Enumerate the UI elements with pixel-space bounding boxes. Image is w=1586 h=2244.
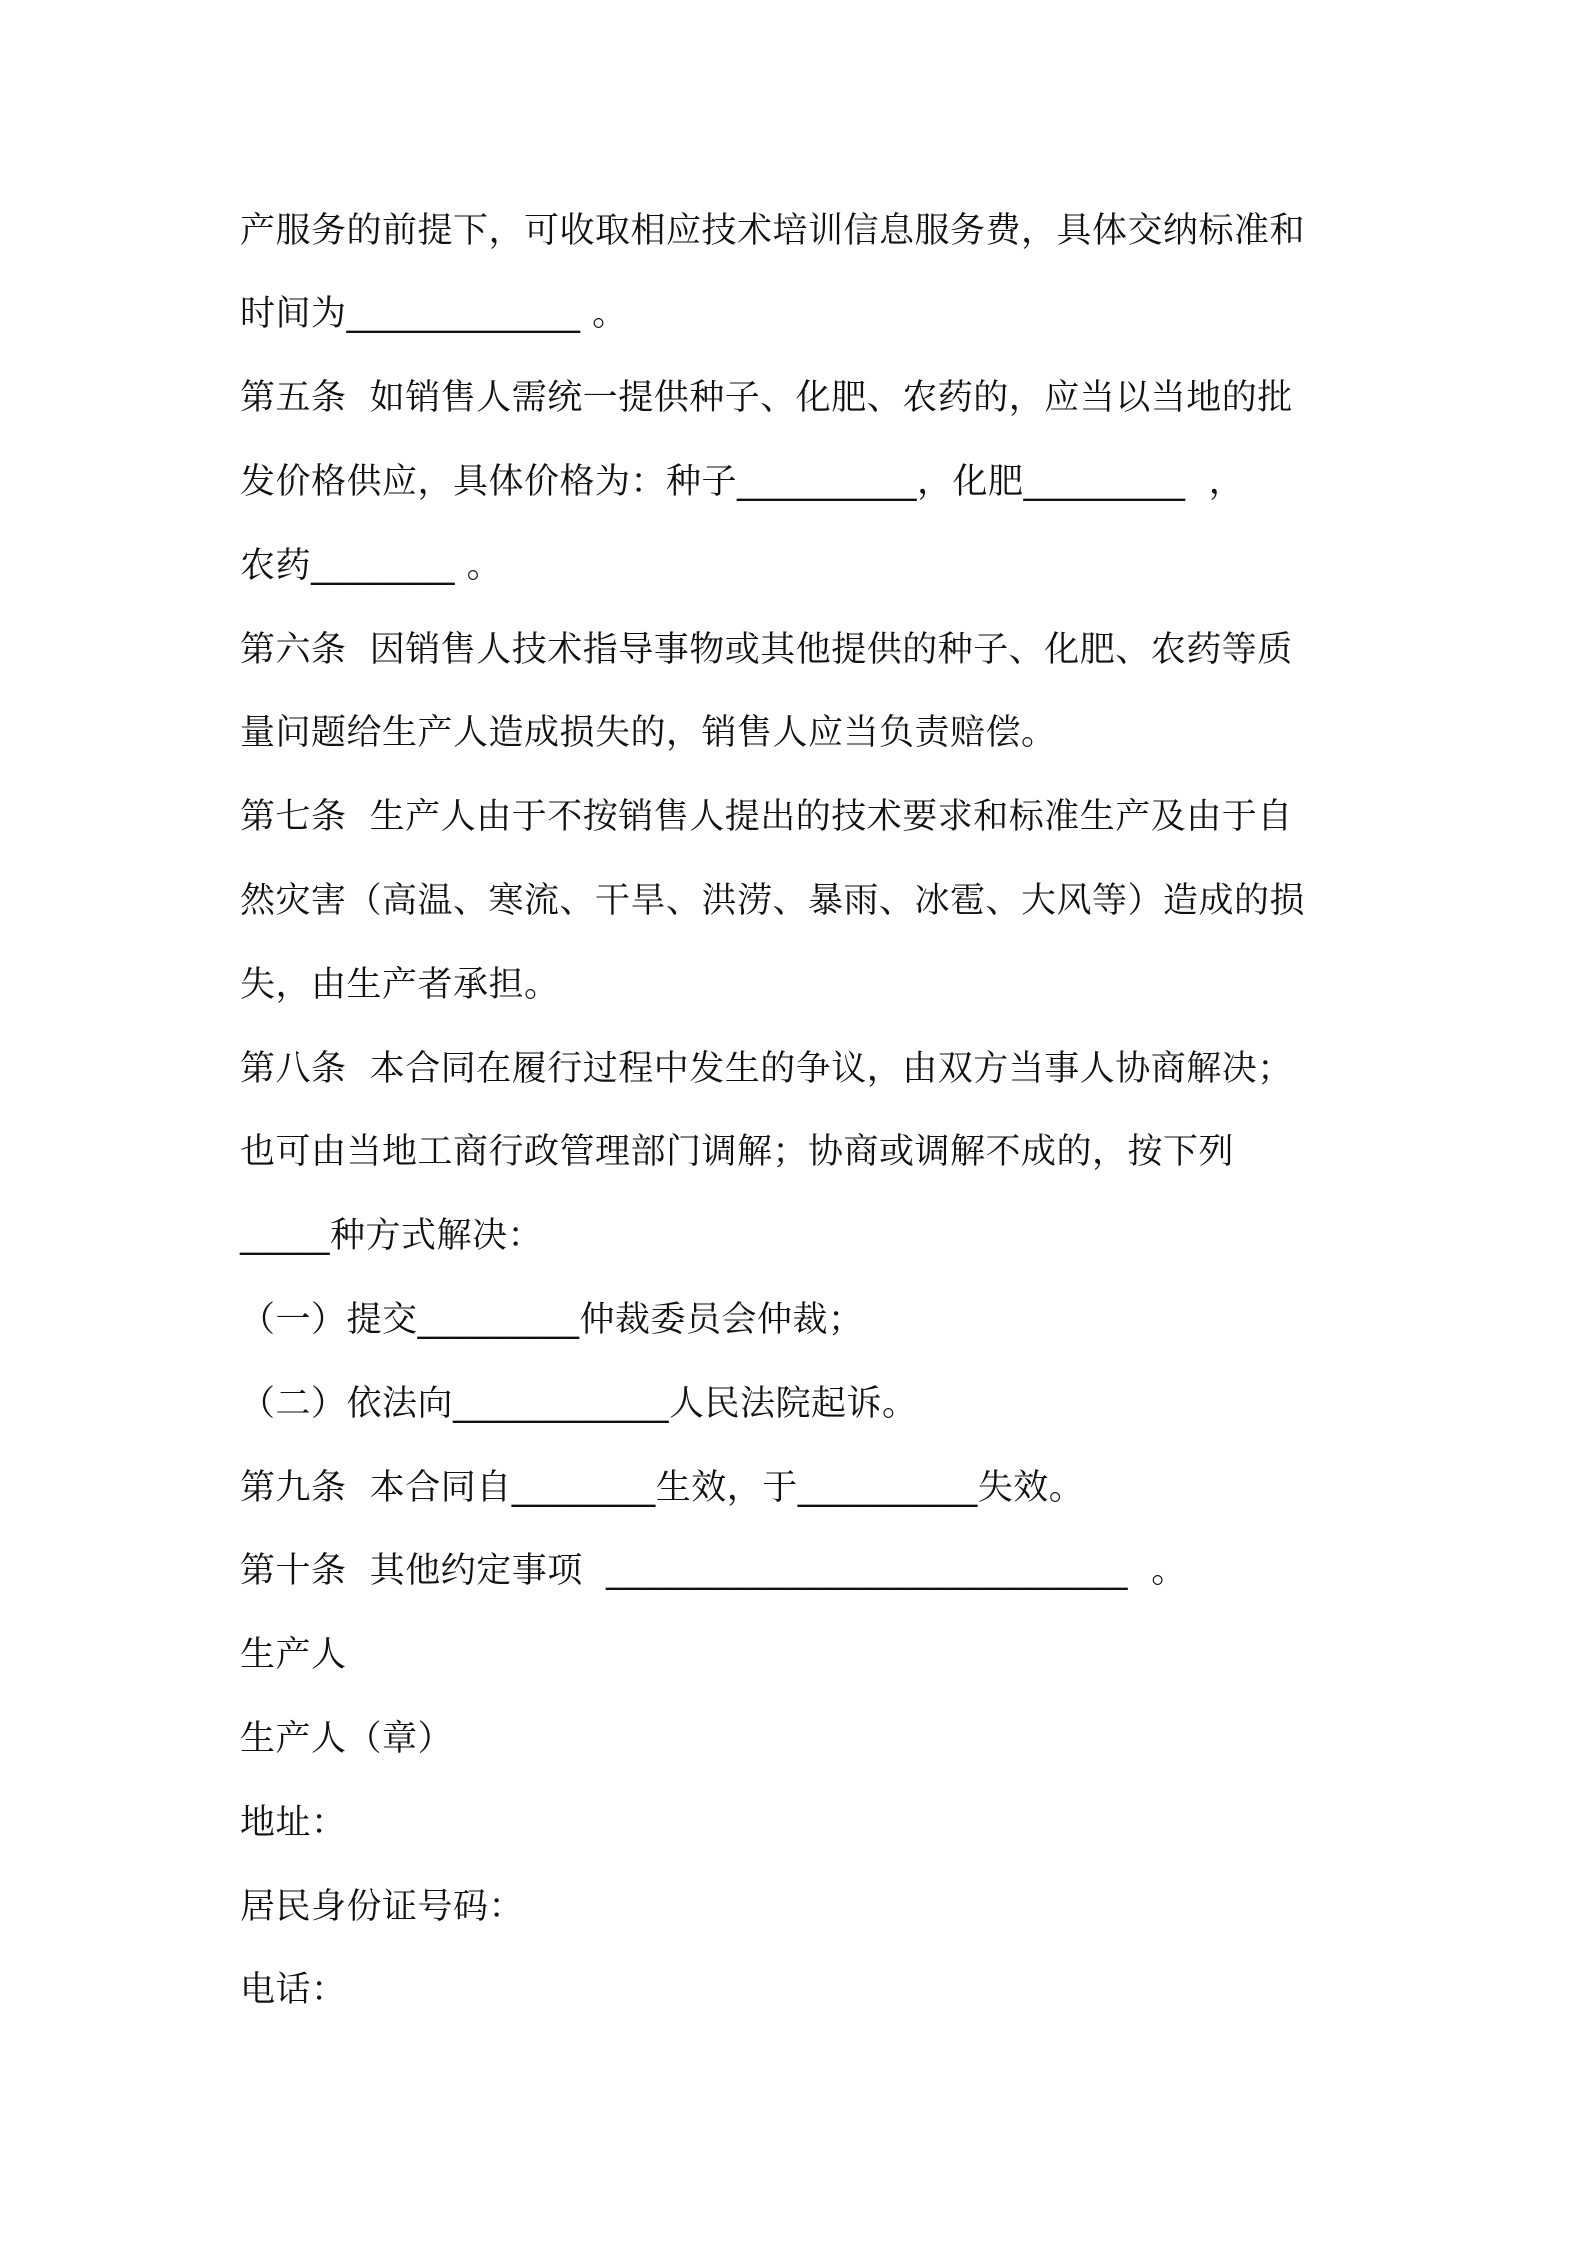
signature-seal-label: 生产人（章）: [240, 1719, 454, 1759]
signature-phone-label: 电话：: [240, 1970, 347, 2010]
signature-address-label: 地址：: [240, 1803, 347, 1843]
dispute-option-1: （一）提交_________仲裁委员会仲裁；: [240, 1300, 864, 1340]
article-10-heading-line: 第十条 其他约定事项 _____________________________ 。: [240, 1551, 1187, 1591]
article-9-heading-line: 第九条 本合同自________生效，于__________失效。: [240, 1468, 1085, 1508]
paragraph-line: 时间为_____________ 。: [240, 294, 628, 334]
paragraph-line: 失，由生产者承担。: [240, 965, 560, 1005]
article-7-heading-line: 第七条 生产人由于不按销售人提出的技术要求和标准生产及由于自: [240, 797, 1293, 837]
paragraph-line: _____种方式解决：: [240, 1216, 544, 1256]
dispute-option-2: （二）依法向____________人民法院起诉。: [240, 1384, 918, 1424]
paragraph-line: 发价格供应，具体价格为：种子__________，化肥_________ ，: [240, 462, 1245, 502]
paragraph-line: 然灾害（高温、寒流、干旱、洪涝、暴雨、冰雹、大风等）造成的损: [240, 881, 1306, 921]
article-8-heading-line: 第八条 本合同在履行过程中发生的争议，由双方当事人协商解决；: [240, 1049, 1293, 1089]
signature-id-number-label: 居民身份证号码：: [240, 1887, 525, 1927]
article-6-heading-line: 第六条 因销售人技术指导事物或其他提供的种子、化肥、农药等质: [240, 630, 1293, 670]
signature-party-label: 生产人: [240, 1635, 347, 1675]
article-5-heading-line: 第五条 如销售人需统一提供种子、化肥、农药的，应当以当地的批: [240, 378, 1293, 418]
paragraph-line: 产服务的前提下，可收取相应技术培训信息服务费，具体交纳标准和: [240, 211, 1306, 251]
paragraph-line: 量问题给生产人造成损失的，销售人应当负责赔偿。: [240, 713, 1057, 753]
paragraph-line: 农药________ 。: [240, 546, 503, 586]
paragraph-line: 也可由当地工商行政管理部门调解；协商或调解不成的，按下列: [240, 1132, 1235, 1172]
